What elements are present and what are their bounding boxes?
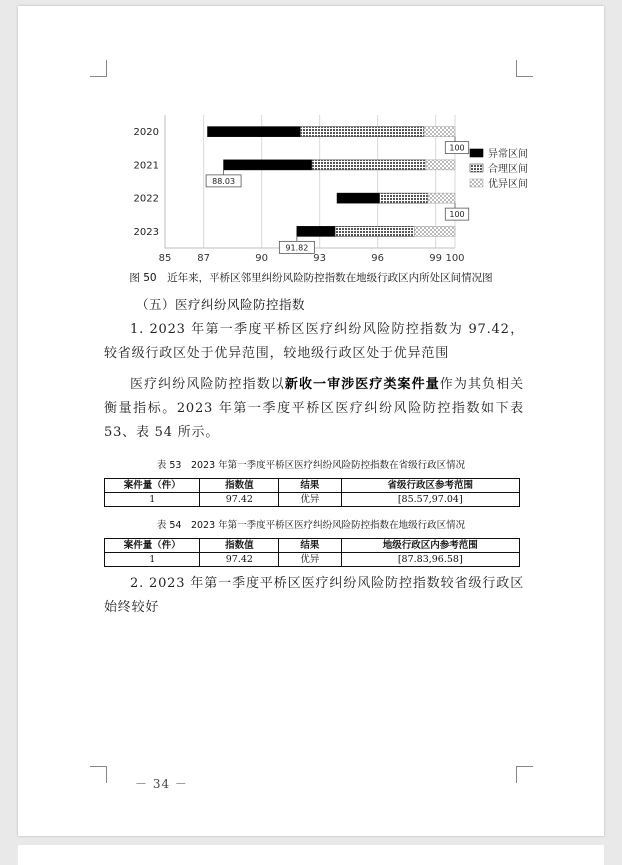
bar-2020-0 (208, 127, 301, 137)
bar-2020-2 (424, 127, 455, 137)
range-chart-svg (108, 111, 548, 271)
table-54-cell-range: [87.83,96.58] (341, 553, 519, 567)
bar-2022-0 (337, 193, 380, 203)
y-tick-label-2022: 2022 (133, 193, 159, 205)
table-row (105, 493, 520, 507)
bar-2020-1 (300, 127, 424, 137)
section-heading: （五）医疗纠纷风险防控指数 (136, 297, 306, 312)
crop-mark-top-left (90, 60, 107, 77)
table-54-header-cases: 案件量（件） (105, 539, 200, 553)
table-53-cell-index: 97.42 (200, 493, 279, 507)
legend-label-2: 优异区间 (488, 179, 528, 190)
bar-2021-0 (224, 160, 312, 170)
table-54-cell-result: 优异 (279, 553, 341, 567)
legend-swatch-0 (470, 149, 483, 157)
x-tick-label-93: 93 (313, 253, 327, 264)
x-tick-label-99: 99 (429, 253, 443, 264)
annotation-label-2021: 88.03 (212, 176, 236, 186)
annotation-label-2020: 100 (449, 143, 465, 153)
figure-caption: 图 50 近年来，平桥区邻里纠纷风险防控指数在地级行政区内所处区间情况图 (129, 272, 493, 284)
table-53-cell-result: 优异 (279, 493, 341, 507)
legend-swatch-1 (470, 164, 483, 172)
legend-label-1: 合理区间 (488, 164, 528, 175)
table-53 (104, 478, 520, 507)
table-54-cell-cases: 1 (105, 553, 200, 567)
crop-mark-bottom-right (516, 766, 533, 783)
table-53-header-cases: 案件量（件） (105, 479, 200, 493)
table-54-cell-index: 97.42 (200, 553, 279, 567)
paragraph-2-bold: 新收一审涉医疗类案件量 (284, 377, 440, 392)
x-tick-label-96: 96 (371, 253, 385, 264)
x-tick-label-100: 100 (445, 253, 465, 264)
table-53-header-range: 省级行政区参考范围 (341, 479, 519, 493)
paragraph-2-before: 医疗纠纷风险防控指数以 (130, 377, 285, 392)
bar-2021-2 (426, 160, 455, 170)
table-54-caption: 表 54 2023 年第一季度平桥区医疗纠纷风险防控指数在地级行政区情况 (156, 520, 466, 531)
next-page-edge (18, 845, 604, 865)
bar-2023-2 (414, 226, 455, 236)
table-53-header-result: 结果 (279, 479, 341, 493)
y-tick-label-2020: 2020 (133, 127, 159, 139)
table-54 (104, 538, 520, 567)
bar-2022-1 (380, 193, 428, 203)
bar-2021-1 (312, 160, 426, 170)
table-54-header-result: 结果 (279, 539, 341, 553)
paragraph-1: 1. 2023 年第一季度平桥区医疗纠纷风险防控指数为 97.42，较省级行政区处于优异范围，较地级行政区处于优异范围 (104, 322, 524, 361)
bar-2023-0 (297, 226, 335, 236)
y-tick-label-2021: 2021 (133, 160, 159, 172)
x-tick-label-85: 85 (158, 253, 172, 264)
bar-2022-2 (428, 193, 455, 203)
table-53-cell-cases: 1 (105, 493, 200, 507)
table-53-caption: 表 53 2023 年第一季度平桥区医疗纠纷风险防控指数在省级行政区情况 (156, 460, 466, 471)
y-tick-label-2023: 2023 (133, 226, 159, 238)
range-chart (108, 111, 548, 271)
document-page (18, 6, 604, 836)
bar-2023-1 (335, 226, 414, 236)
crop-mark-bottom-left (90, 766, 107, 783)
legend-swatch-2 (470, 179, 483, 187)
table-53-header-row (105, 479, 520, 493)
table-54-header-range: 地级行政区内参考范围 (341, 539, 519, 553)
x-tick-label-87: 87 (197, 253, 211, 264)
table-54-header-row (105, 539, 520, 553)
table-54-header-index: 指数值 (200, 539, 279, 553)
table-row (105, 553, 520, 567)
crop-mark-top-right (516, 60, 533, 77)
legend-label-0: 异常区间 (488, 149, 528, 160)
annotation-label-2023: 91.82 (285, 243, 309, 253)
paragraph-2 (104, 373, 524, 445)
table-53-header-index: 指数值 (200, 479, 279, 493)
page-number: － 34 － (135, 777, 188, 791)
paragraph-3: 2. 2023 年第一季度平桥区医疗纠纷风险防控指数较省级行政区始终较好 (104, 576, 524, 615)
table-53-cell-range: [85.57,97.04] (341, 493, 519, 507)
annotation-label-2022: 100 (449, 210, 465, 220)
x-tick-label-90: 90 (255, 253, 269, 264)
paragraph-2-after: 作为其负相关衡量指标。2023 年第一季度平桥区医疗纠纷风险防控指数如下表 53、表 54 所示。 (104, 377, 524, 440)
